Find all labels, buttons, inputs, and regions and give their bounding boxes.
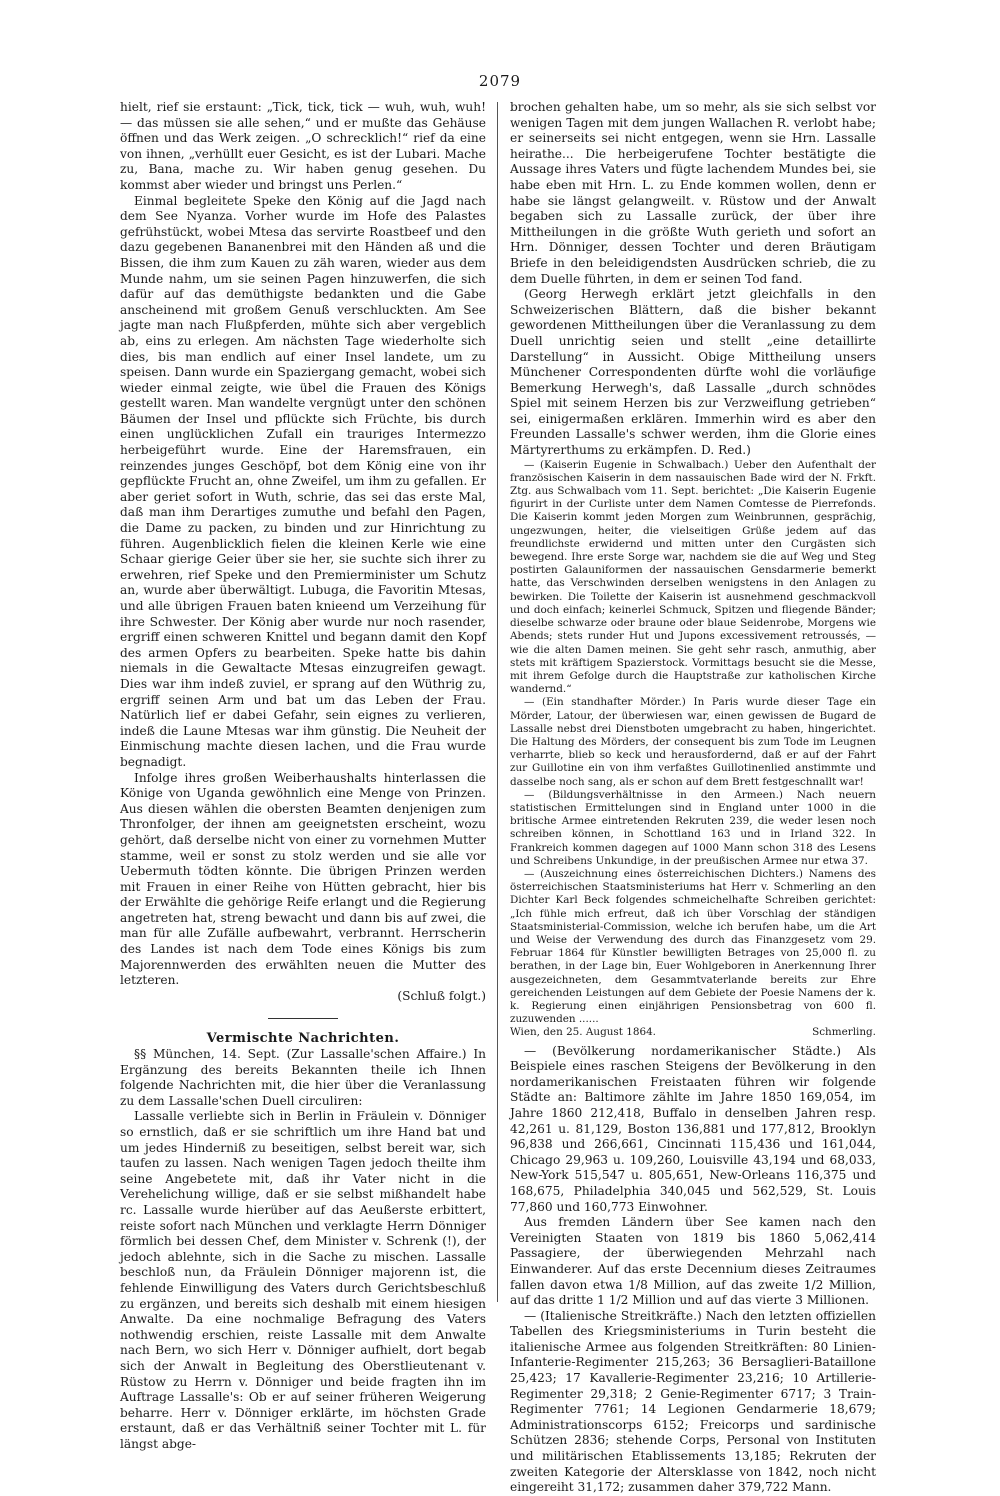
column-divider [497,102,498,1302]
news-item: — (Bevölkerung nordamerikanischer Städte.) Als Beispiele eines raschen Steigens der Bevölkerung in den nordamerikanischen Freistaaten führen wir folgende Städte an: Baltimore zählte im Jahre 1850 169,054, im Jahre 1860 212,418, Buffalo in denselben Jahren resp. 42,261 u. 81,129, Boston 136,881 und 177,812, Brooklyn 96,838 und 266,661, Cincinnati 115,436 und 161,044, Chicago 29,963 u. 109,260, Louisville 43,194 und 68,033, New-York 515,547 u. 805,651, New-Orleans 116,375 und 168,675, Philadelphia 340,045 und 562,529, St. Louis 77,860 und 160,773 Einwohner. [510,1043,876,1214]
news-paragraph: Lassalle verliebte sich in Berlin in Fräulein v. Dönniger so ernstlich, daß er sie schriftlich um ihre Hand bat und um jedes Hinderniß zu beseitigen, selbst bereit war, sich taufen zu lassen. Nach wenigen Tagen jedoch theilte ihm seine Angebetete mit, daß ihr Vater nicht in die Verehelichung willige, daß er sie selbst mißhandelt habe rc. Lassalle wurde hierüber auf das Aeußerste erbittert, reiste sofort nach München und verklagte Herrn Dönniger förmlich bei dessen Chef, dem Minister v. Schrenk (!), der jedoch ablehnte, sich in die Sache zu mischen. Lassalle beschloß nun, da Fräulein Dönniger majorenn ist, die fehlende Einwilligung des Vaters durch Gerichtsbeschluß zu ergänzen, und bereits sich deshalb mit einem hiesigen Anwalte. Da eine nochmalige Befragung des Vaters nothwendig erschien, reiste Lassalle mit dem Anwalte nach Bern, wo sich Herr v. Dönniger aufhielt, dort begab sich der Anwalt in Begleitung des Oberstlieutenant v. Rüstow zu Herrn v. Dönniger und beide fragten ihn im Auftrage Lassalle's: Ob er auf seiner früheren Weigerung beharre. Herr v. Dönniger erklärte, im höchsten Grade erstaunt, daß er das Verhältniß seiner Tochter mit L. für längst abge- [120,1109,486,1451]
news-item: — (Auszeichnung eines österreichischen Dichters.) Namens des österreichischen Staatsministeriums hat Herr v. Schmerling an den Dichter Karl Beck folgendes schmeichelhafte Schreiben gerichtet: „Ich fühle mich erfreut, daß ich über Vorschlag der ständigen Staatsministerial-Commission, welche ich berufen habe, um die Art und Weise der Verwendung des durch das Finanzgesetz vom 29. Februar 1864 für Künstler bewilligten Betrages von 25,000 fl. zu berathen, in der Lage bin, Euer Wohlgeboren in Anerkennung Ihrer ausgezeichneten, dem Gesammtvaterlande bereits zur Ehre gereichenden Leistungen auf dem Gebiete der Poesie Namens der k. k. Regierung einen einjährigen Pensionsbetrag von 600 fl. zuzuwenden ...... [510,867,876,1026]
news-paragraph: §§ München, 14. Sept. (Zur Lassalle'schen Affaire.) In Ergänzung des bereits Bekannten theile ich Ihnen folgende Nachrichten mit, die hier über die Veranlassung zu dem Lassalle'schen Duell circuliren: [120,1047,486,1108]
right-column [510,100,876,1496]
news-item: — (Bildungsverhältnisse in den Armeen.) Nach neuern statistischen Ermittelungen sind in England unter 1000 in die britische Armee eintretenden Rekruten 239, die weder lesen noch schreiben können, in Schottland 163 und in Irland 322. In Frankreich kommen dagegen auf 1000 Mann schon 318 des Lesens und Schreibens Unkundige, in der preußischen Armee nur etwa 37. [510,788,876,867]
news-paragraph: (Georg Herwegh erklärt jetzt gleichfalls in den Schweizerischen Blättern, daß die bisher bekannt gewordenen Mittheilungen über die Veranlassung zu dem Duell unrichtig seien und stellt „eine detaillirte Darstellung“ in Aussicht. Obige Mittheilung unsers Münchener Correspondenten dürfte wohl die vorläufige Bemerkung Herwegh's, daß Lassalle „durch schnödes Spiel mit seinem Herzen bis zur Verzweiflung getrieben“ sei, einigermaßen erklären. Immerhin wird es aber den Freunden Lassalle's schwer werden, ihm die Glorie eines Märtyrerthums zu erkämpfen. D. Red.) [510,287,876,458]
news-item: — (Kaiserin Eugenie in Schwalbach.) Ueber den Aufenthalt der französischen Kaiserin in dem nassauischen Bade wird der N. Frkft. Ztg. aus Schwalbach vom 11. Sept. berichtet: „Die Kaiserin Eugenie figurirt in der Curliste unter dem Namen Comtesse de Pierrefonds. Die Kaiserin kommt jeden Morgen zum Weinbrunnen, gesprächig, ungezwungen, heiter, die vielseitigen Grüße jedem auf das freundlichste erwidernd und mitten unter den Curgästen sich bewegend. Ihre erste Sorge war, nachdem sie die auf Weg und Steg postirten Galauniformen der nassauischen Gensdarmerie bemerkt hatte, das Verschwinden derselben wenigstens in den Anlagen zu bewirken. Die Toilette der Kaiserin ist ausnehmend geschmackvoll und doch einfach; keinerlei Schmuck, Spitzen und fliegende Bänder; dieselbe schwarze oder braune oder blaue Seidenrobe, Morgens wie Abends; stets runder Hut und Jupons excessivement retroussés, — wie die alten Damen meinen. Sie geht sehr rasch, anmuthig, aber stets mit kräftigem Spazierstock. Vormittags besucht sie die Messe, mit ihrem Gefolge durch die Hauptstraße zur katholischen Kirche wandernd.“ [510,458,876,696]
signature-place: Wien, den 25. August 1864. [510,1026,656,1039]
section-title: Vermischte Nachrichten. [206,1031,400,1047]
left-column [120,100,486,1452]
section-separator [268,1018,338,1019]
story-paragraph: Infolge ihres großen Weiberhaushalts hinterlassen die Könige von Uganda gewöhnlich eine Menge von Prinzen. Aus diesen wählen die obersten Beamten denjenigen zum Thronfolger, der ihnen am geeignetsten erscheint, wozu gehört, daß derselbe nicht von einer zu vornehmen Mutter stamme, weil er sonst zu stolz werden und sie alle vor Uebermuth tödten könnte. Die übrigen Prinzen werden mit Frauen in einer Reihe von Hütten gebracht, hier bis der Erwählte die gehörige Reife erlangt und die Regierung angetreten hat, streng bewacht und dann bis auf zwei, die man für alle Zufälle aufbewahrt, verbrannt. Herrscherin des Landes ist nach dem Tode eines Königs bis zum Majorennwerden des erwählten neuen die Mutter des letzteren. [120,770,486,988]
news-item: — (Ein standhafter Mörder.) In Paris wurde dieser Tage ein Mörder, Latour, der überwiesen war, einen gewissen de Bugard de Lassalle nebst drei Dienstboten umgebracht zu haben, hingerichtet. Die Haltung des Mörders, der consequent bis zum Tode im Leugnen verharrte, blieb so keck und herausfordernd, daß er auf der Fahrt zur Guillotine ein von ihm verfaßtes Guillotinenlied anstimmte und dasselbe noch sang, als er schon auf dem Brett festgeschnallt war! [510,696,876,788]
signature-name: Schmerling. [812,1026,876,1039]
news-item: Aus fremden Ländern über See kamen nach den Vereinigten Staaten von 1819 bis 1860 5,062,414 Passagiere, der überwiegenden Mehrzahl nach Einwanderer. Auf das erste Decennium dieses Zeitraumes fallen davon etwa 1/8 Million, auf das zweite 1/2 Million, auf das dritte 1 1/2 Million und auf das vierte 3 Millionen. [510,1215,876,1308]
news-paragraph: brochen gehalten habe, um so mehr, als sie sich selbst vor wenigen Tagen mit dem jungen Wallachen R. verlobt habe; er seinerseits sei nicht entgegen, wenn sie Hrn. Lassalle heirathe... Die herbeigerufene Tochter bestätigte die Aussage ihres Vaters und fügte lachendem Mundes bei, sie habe eben mit Hrn. L. zu Ende kommen wollen, denn er habe sie längst gelangweilt. v. Rüstow und der Anwalt begaben sich zu Lassalle zurück, der über ihre Mittheilungen in die größte Wuth gerieth und sofort an Hrn. Dönniger, dessen Tochter und deren Bräutigam Briefe in den beleidigendsten Ausdrücken schrieb, die zu dem Duelle führten, in dem er seinen Tod fand. [510,100,876,286]
page-number: 2079 [478,72,522,90]
signature-line [510,1026,876,1039]
story-end-note: (Schluß folgt.) [397,988,486,1003]
story-paragraph: Einmal begleitete Speke den König auf die Jagd nach dem See Nyanza. Vorher wurde im Hofe des Palastes gefrühstückt, wobei Mtesa das servirte Roastbeef und den dazu gegebenen Bananenbrei mit den Händen aß und die Bissen, die ihm zum Kauen zu zäh waren, wieder aus dem Munde nahm, um sie seinen Pagen hinzuwerfen, die sich dafür auf das demüthigste bedankten und die Gabe anscheinend mit großem Genuß verschluckten. Am See jagte man nach Flußpferden, mühte sich aber vergeblich ab, eins zu erlegen. Am nächsten Tage wiederholte sich dies, bis man endlich auf einer Insel landete, um zu speisen. Dann wurde ein Spaziergang gemacht, wobei sich wieder einmal zeigte, wie übel die Frauen des Königs gestellt waren. Man wandelte vergnügt unter den schönen Bäumen der Insel und pflückte sich Früchte, bis durch einen unglücklichen Zufall ein trauriges Intermezzo herbeigeführt wurde. Eine der Haremsfrauen, ein reinzendes junges Geschöpf, bot dem König eine von ihr gepflückte Frucht an, ohne Zweifel, um ihm zu gefallen. Er aber geriet sofort in Wuth, schrie, das sei das erste Mal, daß man ihm Derartiges zumuthe und befahl den Pagen, die Dame zu packen, zu binden und zur Hinrichtung zu führen. Augenblicklich fielen die kleinen Kerle wie eine Schaar gierige Geier über sie her, sie suchte sich ihrer zu erwehren, rief Speke und den Premierminister um Schutz an, wurde aber überwältigt. Lubuga, die Favoritin Mtesas, und alle übrigen Frauen baten knieend um Verzeihung für ihre Schwester. Der König aber wurde nur noch rasender, ergriff einen schweren Knittel und begann damit den Kopf des armen Opfers zu bearbeiten. Speke hatte bis dahin niemals in die Gewaltacte Mtesas einzugreifen gewagt. Dies war ihm indeß zuviel, er sprang auf den Wüthrig zu, ergriff seinen Arm und bat um das Leben der Frau. Natürlich lief er dabei Gefahr, sein eignes zu verlieren, indeß die Laune Mtesas war ihm günstig. Die Neuheit der Einmischung machte diesen lachen, und die Frau wurde begnadigt. [120,193,486,769]
story-paragraph: hielt, rief sie erstaunt: „Tick, tick, tick — wuh, wuh, wuh! — das müssen sie alle sehen,“ und er mußte das Gehäuse öffnen und das Werk zeigen. „O schrecklich!“ rief da eine von ihnen, „verhüllt euer Gesicht, es ist der Lubari. Mache zu, Bana, mache zu. Wir haben genug gesehen. Du kommst aber wieder und bringst uns Perlen.“ [120,100,486,192]
news-item: — (Italienische Streitkräfte.) Nach den letzten offiziellen Tabellen des Kriegsministeriums in Turin besteht die italienische Armee aus folgenden Streitkräften: 80 Linien-Infanterie-Regimenter 215,263; 36 Bersaglieri-Bataillone 25,423; 17 Kavallerie-Regimenter 23,216; 10 Artillerie-Regimenter 29,318; 2 Genie-Regimenter 6717; 3 Train-Regimenter 7761; 14 Legionen Gendarmerie 18,679; Administrationscorps 6152; Freicorps und sardinische Schützen 2836; stehende Corps, Personal von Instituten und militärischen Etablissements 13,185; Rekruten der zweiten Kategorie der Altersklasse von 1842, noch nicht eingereiht 31,172; zusammen daher 379,722 Mann. [510,1308,876,1495]
